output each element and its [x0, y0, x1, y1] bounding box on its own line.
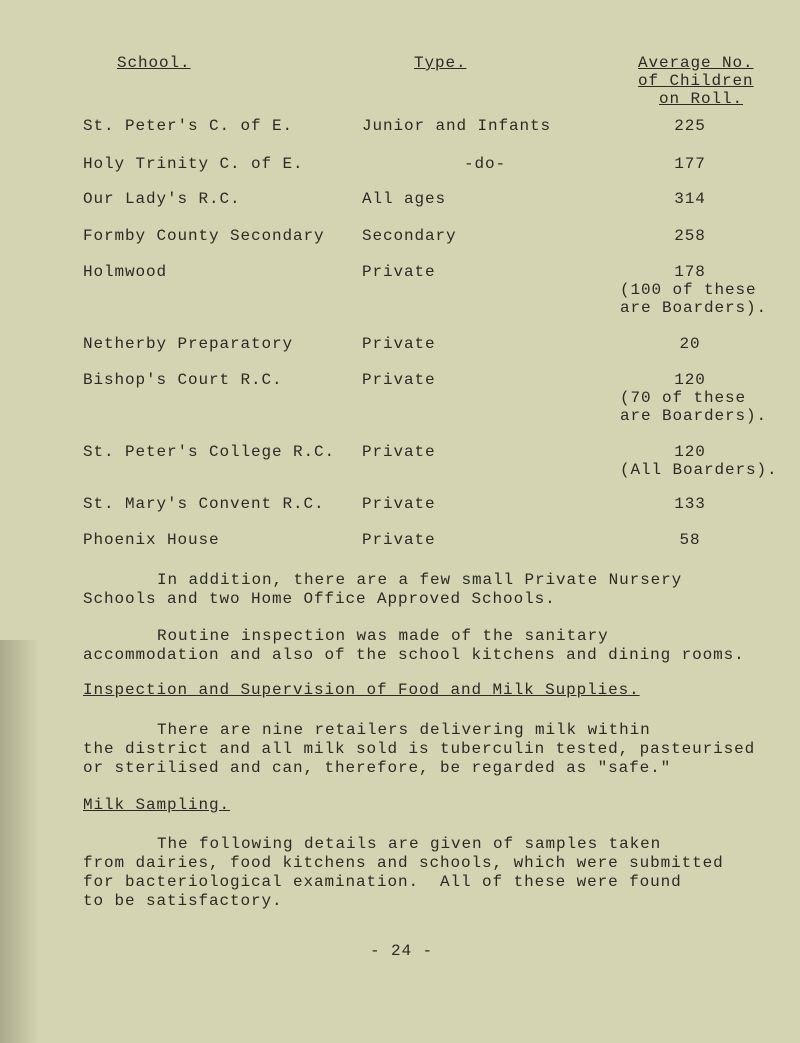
page-number: - 24 -	[370, 942, 434, 960]
roll-count: 314	[674, 190, 706, 208]
school-type: Private	[362, 443, 436, 461]
roll-count: 225	[674, 117, 706, 135]
header-average-3: on Roll.	[659, 90, 744, 108]
school-type: -do-	[463, 155, 506, 173]
school-type: Private	[362, 371, 436, 389]
para-following-2: from dairies, food kitchens and schools, which were submitted	[83, 854, 724, 872]
header-school: School.	[117, 54, 191, 72]
roll-note: (70 of these	[620, 389, 747, 407]
para-addition-2: Schools and two Home Office Approved Schools.	[83, 590, 556, 608]
roll-count: 20	[679, 335, 701, 353]
school-type: Private	[362, 495, 436, 513]
school-name: Phoenix House	[83, 531, 220, 549]
roll-count: 120	[674, 371, 706, 389]
roll-count: 120	[674, 443, 706, 461]
para-retailers-2: the district and all milk sold is tuberculin tested, pasteurised	[83, 740, 756, 758]
header-average-2: of Children	[638, 72, 754, 90]
page-edge-shadow	[0, 640, 40, 1043]
school-name: St. Peter's College R.C.	[83, 443, 336, 461]
para-retailers-1: There are nine retailers delivering milk within	[157, 721, 651, 739]
school-type: Secondary	[362, 227, 457, 245]
school-type: Junior and Infants	[362, 117, 552, 135]
roll-count: 178	[674, 263, 706, 281]
school-type: Private	[362, 335, 436, 353]
para-following-3: for bacteriological examination. All of these were found	[83, 873, 682, 891]
para-routine-2: accommodation and also of the school kitchens and dining rooms.	[83, 646, 745, 664]
roll-count: 133	[674, 495, 706, 513]
school-type: Private	[362, 531, 436, 549]
roll-note: (100 of these	[620, 281, 757, 299]
para-routine-1: Routine inspection was made of the sanitary	[157, 627, 609, 645]
school-name: Netherby Preparatory	[83, 335, 294, 353]
school-type: All ages	[362, 190, 447, 208]
roll-count: 58	[679, 531, 701, 549]
roll-count: 177	[674, 155, 706, 173]
school-name: Holy Trinity C. of E.	[83, 155, 304, 173]
para-retailers-3: or sterilised and can, therefore, be regarded as "safe."	[83, 759, 672, 777]
school-type: Private	[362, 263, 436, 281]
roll-note: are Boarders).	[620, 407, 768, 425]
header-type: Type.	[414, 54, 467, 72]
roll-note: (All Boarders).	[620, 461, 778, 479]
school-name: Our Lady's R.C.	[83, 190, 241, 208]
roll-note: are Boarders).	[620, 299, 768, 317]
heading-milk-sampling: Milk Sampling.	[83, 796, 231, 814]
para-addition-1: In addition, there are a few small Private Nursery	[157, 571, 683, 589]
header-average-1: Average No.	[638, 54, 754, 72]
para-following-1: The following details are given of samples taken	[157, 835, 662, 853]
school-name: Formby County Secondary	[83, 227, 325, 245]
school-name: St. Mary's Convent R.C.	[83, 495, 325, 513]
school-name: Holmwood	[83, 263, 168, 281]
school-name: Bishop's Court R.C.	[83, 371, 283, 389]
para-following-4: to be satisfactory.	[83, 892, 283, 910]
roll-count: 258	[674, 227, 706, 245]
heading-food-inspection: Inspection and Supervision of Food and Milk Supplies.	[83, 681, 640, 699]
school-name: St. Peter's C. of E.	[83, 117, 294, 135]
